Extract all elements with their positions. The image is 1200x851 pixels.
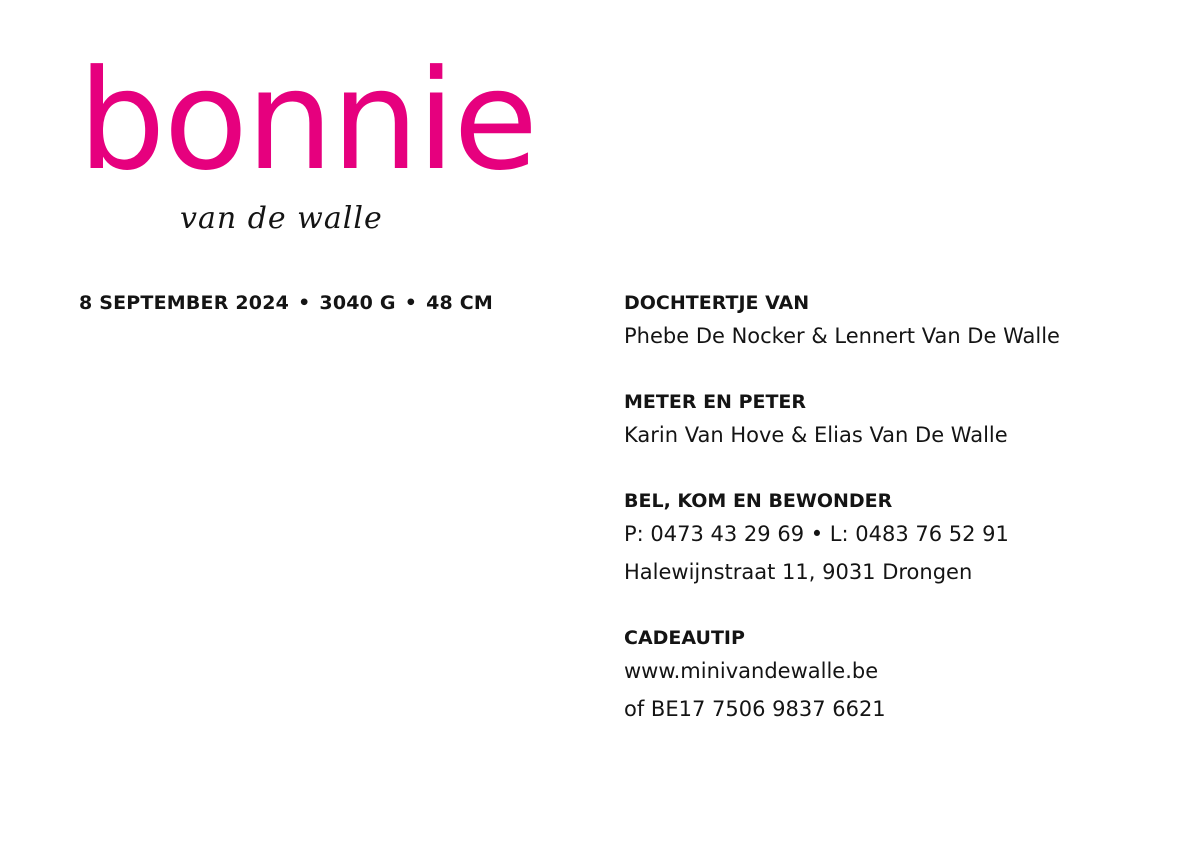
section-parents xyxy=(624,290,1184,355)
address: Halewijnstraat 11, 9031 Drongen xyxy=(624,560,973,584)
gift-account-number: of BE17 7506 9837 6621 xyxy=(624,697,886,721)
section-line: Phebe De Nocker & Lennert Van De Walle xyxy=(624,324,1060,348)
last-name-script: van de walle xyxy=(180,201,383,236)
section-contact xyxy=(624,488,1184,591)
birth-date: 8 SEPTEMBER 2024 xyxy=(79,292,290,314)
section-gift-tip xyxy=(624,625,1184,728)
stats-separator: • xyxy=(298,292,311,314)
section-godparents xyxy=(624,389,1184,454)
section-title: CADEAUTIP xyxy=(624,627,745,649)
first-name-title: bonnie xyxy=(78,40,537,201)
birth-weight: 3040 G xyxy=(319,292,396,314)
section-title: METER EN PETER xyxy=(624,391,807,413)
section-title: DOCHTERTJE VAN xyxy=(624,292,810,314)
birth-stats xyxy=(79,290,493,316)
gift-website: www.minivandewalle.be xyxy=(624,659,879,683)
phone-numbers: P: 0473 43 29 69 • L: 0483 76 52 91 xyxy=(624,522,1009,546)
section-line: Karin Van Hove & Elias Van De Walle xyxy=(624,423,1008,447)
stats-separator: • xyxy=(404,292,418,314)
birth-length: 48 CM xyxy=(426,292,493,314)
section-title: BEL, KOM EN BEWONDER xyxy=(624,490,893,512)
details-column xyxy=(624,290,1184,762)
